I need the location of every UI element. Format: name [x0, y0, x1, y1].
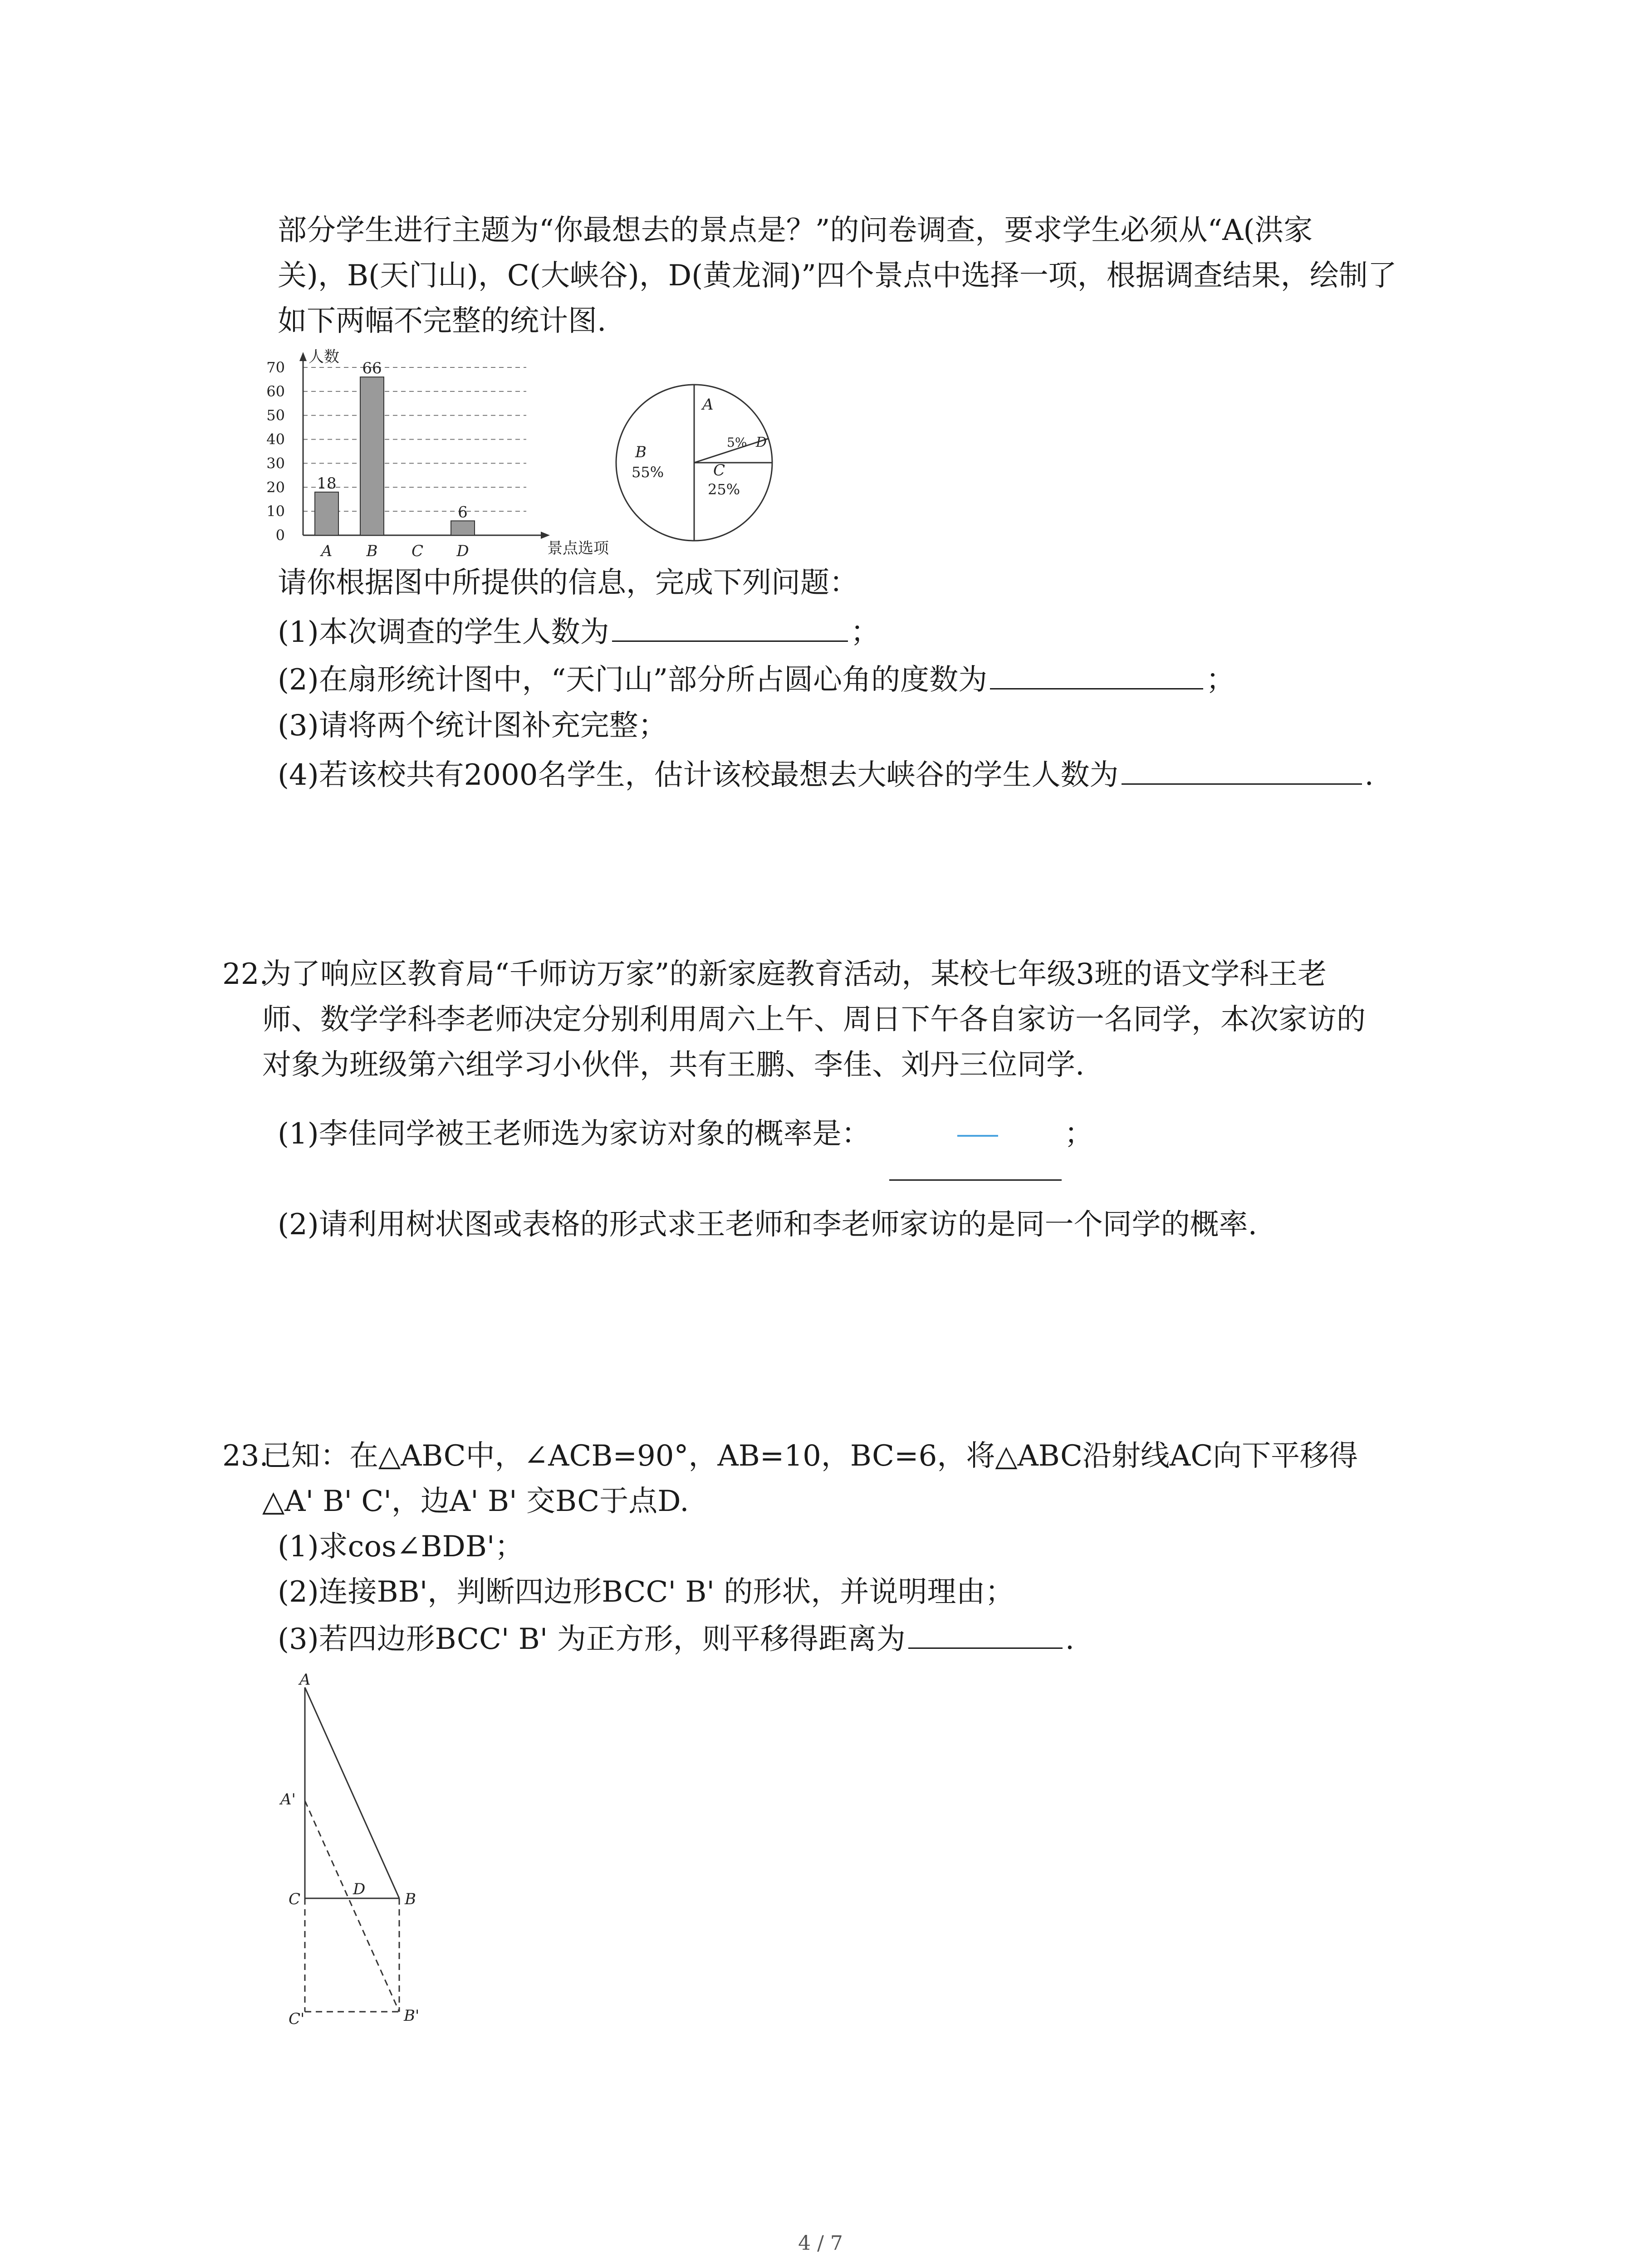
fraction-bar-blue	[957, 1135, 998, 1137]
bar-D	[451, 521, 475, 535]
q22-part1-answer-blank[interactable]	[889, 1179, 1062, 1181]
q22-stem-text-1: 为了响应区教育局“千师访万家”的新家庭教育活动，某校七年级3班的语文学科王老	[262, 958, 1327, 991]
y-axis-title: 人数	[309, 348, 339, 366]
q21-part1-text: (1)本次调查的学生人数为	[278, 616, 609, 649]
q21-part4	[278, 755, 1374, 793]
pie-label-A: A	[702, 396, 714, 414]
x-tick-label-B: B	[366, 542, 378, 560]
y-tick-label: 40	[266, 430, 285, 448]
q22-part1	[278, 1116, 871, 1152]
data-label-B: 66	[362, 359, 382, 378]
y-tick-label: 10	[266, 503, 285, 520]
x-tick-label-D: D	[456, 542, 469, 560]
q22-part1-end: ；	[1064, 1117, 1093, 1151]
x-axis-arrow	[541, 532, 550, 539]
q23-number: 23.	[222, 1439, 269, 1473]
y-tick-label: 50	[266, 406, 285, 424]
triangle-translation-figure	[272, 1669, 463, 2028]
bar-A	[315, 492, 338, 535]
q21-intro-line-3: 如下两幅不完整的统计图.	[278, 304, 607, 338]
label-C-prime: C'	[289, 2010, 305, 2028]
q21-part2-end: ；	[1206, 663, 1235, 697]
q21-part1	[278, 612, 880, 650]
label-A-prime: A'	[280, 1790, 296, 1809]
pie-percent-C: 25%	[708, 481, 740, 498]
x-tick-label-A: A	[321, 542, 333, 560]
pie-label-C: C	[713, 461, 725, 479]
q21-part4-text: (4)若该校共有2000名学生，估计该校最想去大峡谷的学生人数为	[278, 758, 1119, 792]
q23-part3-answer-blank[interactable]	[908, 1619, 1063, 1649]
pie-label-D: D	[756, 435, 767, 450]
y-tick-label: 0	[275, 527, 285, 544]
bar-chart-grid	[303, 367, 526, 511]
pie-label-B: B	[635, 443, 647, 461]
data-label-A: 18	[317, 474, 337, 493]
q23-part2: (2)连接BB'，判断四边形BCC' B' 的形状，并说明理由；	[278, 1575, 1014, 1609]
y-axis-arrow	[299, 352, 307, 361]
q22-part2: (2)请利用树状图或表格的形式求王老师和李老师家访的是同一个同学的概率.	[278, 1208, 1257, 1242]
x-axis-title: 景点选项	[547, 539, 609, 557]
q23-part3-end: .	[1065, 1623, 1075, 1656]
segment-A-prime-B-prime	[305, 1801, 399, 2012]
q21-part4-answer-blank[interactable]	[1122, 755, 1362, 785]
q23-part3	[278, 1619, 1074, 1657]
q21-part2-answer-blank[interactable]	[990, 660, 1203, 689]
label-A: A	[299, 1671, 311, 1689]
q23-stem-line-1	[222, 1438, 1358, 1474]
q22-number: 22.	[222, 958, 269, 991]
q21-part3: (3)请将两个统计图补充完整；	[278, 709, 667, 743]
x-tick-label-C: C	[411, 542, 424, 560]
q21-part2	[278, 660, 1235, 698]
q21-part2-text: (2)在扇形统计图中，“天门山”部分所占圆心角的度数为	[278, 663, 988, 697]
q23-stem-line-2: △A' B' C'，边A' B' 交BC于点D.	[262, 1485, 689, 1518]
bar-B	[360, 377, 384, 535]
y-tick-label: 30	[266, 455, 285, 472]
segment-AB	[305, 1687, 399, 1898]
label-C: C	[289, 1890, 301, 1908]
y-tick-label: 20	[266, 479, 285, 496]
pie-percent-D: 5%	[727, 435, 747, 450]
label-B: B	[405, 1890, 416, 1908]
q21-intro-line-2: 关)，B(天门山)，C(大峡谷)，D(黄龙洞)”四个景点中选择一项，根据调查结果，绘制了	[278, 259, 1397, 293]
bar-chart	[254, 348, 609, 562]
q21-intro-line-1: 部分学生进行主题为“你最想去的景点是？”的问卷调查，要求学生必须从“A(洪家	[278, 214, 1313, 247]
q22-stem-line-3: 对象为班级第六组学习小伙伴，共有王鹏、李佳、刘丹三位同学.	[262, 1048, 1085, 1082]
q21-prompt: 请你根据图中所提供的信息，完成下列问题：	[278, 566, 858, 600]
pie-percent-B: 55%	[632, 464, 664, 481]
y-tick-label: 60	[266, 382, 285, 400]
q23-part1: (1)求cos∠BDB'；	[278, 1530, 524, 1564]
pie-chart	[599, 367, 789, 558]
x-tick-labels	[320, 542, 469, 560]
q22-stem-line-2: 师、数学学科李老师决定分别利用周六上午、周日下午各自家访一名同学，本次家访的	[262, 1003, 1366, 1036]
bars	[315, 359, 475, 535]
data-label-D: 6	[458, 503, 468, 522]
q22-stem-line-1	[222, 956, 1327, 992]
label-B-prime: B'	[404, 2007, 420, 2025]
label-D: D	[353, 1880, 366, 1898]
y-tick-labels	[266, 359, 285, 544]
q22-part1-text: (1)李佳同学被王老师选为家访对象的概率是：	[278, 1117, 871, 1151]
page-footer: 4 / 7	[798, 2232, 843, 2255]
q21-part1-end: ；	[850, 616, 880, 649]
q23-stem-text-1: 已知：在△ABC中，∠ACB=90°，AB=10，BC=6，将△ABC沿射线AC向下平移得	[262, 1439, 1358, 1473]
q23-part3-text: (3)若四边形BCC' B' 为正方形，则平移得距离为	[278, 1623, 906, 1656]
q21-part1-answer-blank[interactable]	[612, 612, 848, 642]
y-tick-label: 70	[266, 359, 285, 376]
q21-part4-end: .	[1364, 758, 1374, 792]
